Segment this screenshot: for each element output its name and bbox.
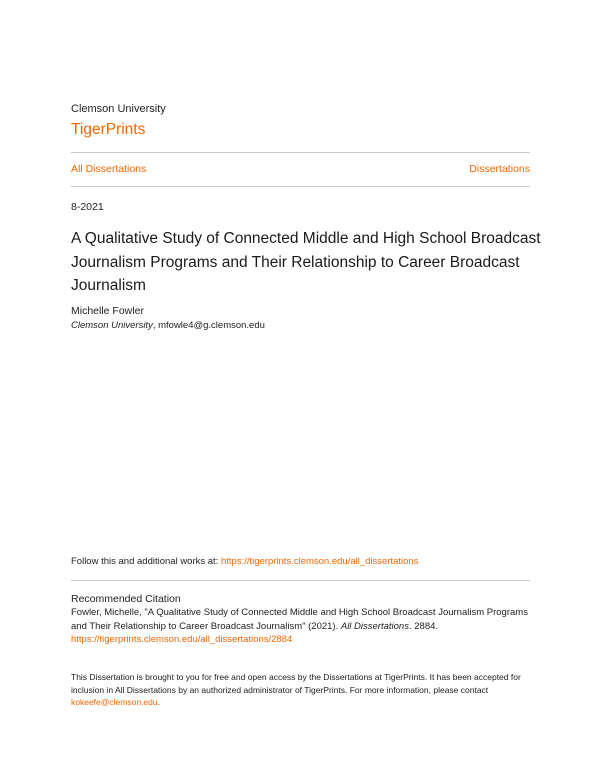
author-email: , mfowle4@g.clemson.edu xyxy=(152,320,265,331)
notice-end: . xyxy=(157,697,160,707)
citation-heading: Recommended Citation xyxy=(71,593,181,605)
all-dissertations-link[interactable]: All Dissertations xyxy=(71,163,147,175)
repository-name: TigerPrints xyxy=(71,121,146,138)
dissertations-link[interactable]: Dissertations xyxy=(469,163,530,175)
document-title: A Qualitative Study of Connected Middle and High School Broadcast Journalism Programs and Their Relationship to Career Broadcast Journalism xyxy=(71,230,541,294)
institution-name: Clemson University xyxy=(71,103,166,115)
access-notice xyxy=(71,671,541,709)
citation-number: . 2884. xyxy=(408,620,439,632)
follow-link[interactable]: https://tigerprints.clemson.edu/all_dissertations xyxy=(220,556,419,567)
citation-series: All Dissertations xyxy=(340,620,409,632)
notice-text: This Dissertation is brought to you for free and open access by the Dissertations at TigerPrints. It has been accepted for inclusion in All Dissertations by an authorized administrator of TigerPrints. For more information, please contact xyxy=(71,672,521,695)
affiliation-institution: Clemson University xyxy=(71,320,153,331)
top-divider xyxy=(71,152,530,153)
publication-date: 8-2021 xyxy=(71,201,104,213)
nav-divider xyxy=(71,186,530,187)
citation-link[interactable]: https://tigerprints.clemson.edu/all_dissertations/2884 xyxy=(71,634,293,645)
contact-email-link[interactable]: kokeefe@clemson.edu xyxy=(71,697,158,707)
citation-text xyxy=(71,606,541,647)
author-affiliation xyxy=(71,320,265,331)
citation-body: Fowler, Michelle, "A Qualitative Study of Connected Middle and High School Broadcast Journalism Programs and Their Relationship to Career Broadcast Journalism" (2021). xyxy=(71,607,528,632)
follow-line xyxy=(71,556,418,567)
follow-prefix: Follow this and additional works at: xyxy=(71,556,221,567)
author-name: Michelle Fowler xyxy=(71,305,144,317)
citation-divider xyxy=(71,580,530,581)
